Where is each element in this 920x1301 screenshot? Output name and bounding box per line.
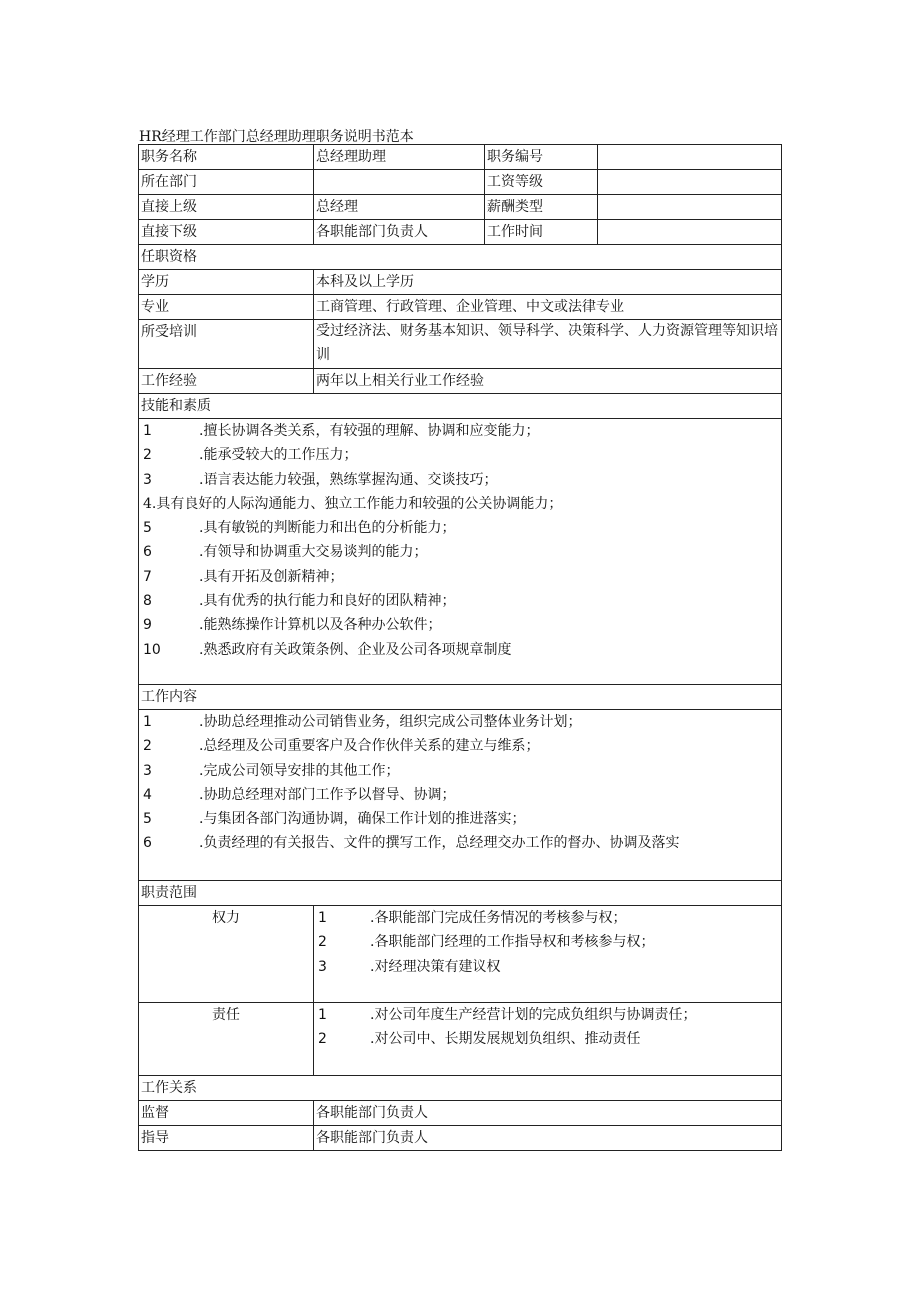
scope-heading: 职责范围 (139, 881, 782, 906)
education-label: 学历 (139, 270, 314, 295)
list-item: 8 .具有优秀的执行能力和良好的团队精神； (143, 593, 456, 610)
row-experience (139, 369, 782, 394)
row-training (139, 320, 782, 369)
document-title: HR经理工作部门总经理助理职务说明书范本 (139, 129, 414, 145)
qualifications-heading: 任职资格 (139, 245, 782, 270)
job-title-value: 总经理助理 (314, 145, 485, 170)
department-label: 所在部门 (139, 170, 314, 195)
list-item: 2 .总经理及公司重要客户及合作伙伴关系的建立与维系； (143, 738, 540, 755)
department-value (314, 170, 485, 195)
pay-type-value (598, 195, 782, 220)
list-item: 6 .有领导和协调重大交易谈判的能力； (143, 544, 428, 561)
education-value: 本科及以上学历 (314, 270, 782, 295)
guide-value: 各职能部门负责人 (314, 1126, 782, 1151)
superior-value: 总经理 (314, 195, 485, 220)
row-major (139, 295, 782, 320)
work-content-list (139, 710, 782, 881)
list-item: 7 .具有开拓及创新精神； (143, 568, 344, 585)
list-item: 5 .具有敏锐的判断能力和出色的分析能力； (143, 520, 456, 537)
list-item: 3 .语言表达能力较强，熟练掌握沟通、交谈技巧； (143, 471, 498, 488)
row-education (139, 270, 782, 295)
work-content-heading: 工作内容 (139, 685, 782, 710)
job-title-label: 职务名称 (139, 145, 314, 170)
job-number-label: 职务编号 (485, 145, 598, 170)
list-item: 5 .与集团各部门沟通协调，确保工作计划的推进落实； (143, 811, 526, 828)
list-item: 1 .对公司年度生产经营计划的完成负组织与协调责任； (318, 1007, 697, 1023)
list-item: 9 .能熟练操作计算机以及各种办公软件； (143, 617, 442, 634)
job-description-table (138, 144, 782, 1151)
row-department (139, 170, 782, 195)
list-item: 4.具有良好的人际沟通能力、独立工作能力和较强的公关协调能力； (143, 495, 563, 512)
list-item: 1 .协助总经理推动公司销售业务，组织完成公司整体业务计划； (143, 714, 582, 730)
experience-value: 两年以上相关行业工作经验 (314, 369, 782, 394)
row-responsibility (139, 1003, 782, 1076)
row-supervise (139, 1101, 782, 1126)
salary-grade-value (598, 170, 782, 195)
row-scope-heading (139, 881, 782, 906)
salary-grade-label: 工资等级 (485, 170, 598, 195)
subordinate-label: 直接下级 (139, 220, 314, 245)
list-item: 1 .各职能部门完成任务情况的考核参与权； (318, 910, 627, 926)
row-relations-heading (139, 1076, 782, 1101)
row-qualifications-heading (139, 245, 782, 270)
row-work-content-list (139, 710, 782, 881)
row-guide (139, 1126, 782, 1151)
subordinate-value: 各职能部门负责人 (314, 220, 485, 245)
relations-heading: 工作关系 (139, 1076, 782, 1101)
power-list (314, 906, 782, 1003)
guide-label: 指导 (139, 1126, 314, 1151)
row-skills-heading (139, 394, 782, 419)
pay-type-label: 薪酬类型 (485, 195, 598, 220)
list-item: 3 .完成公司领导安排的其他工作； (143, 762, 400, 779)
work-hours-label: 工作时间 (485, 220, 598, 245)
job-number-value (598, 145, 782, 170)
list-item: 4 .协助总经理对部门工作予以督导、协调； (143, 786, 456, 803)
list-item: 1 .擅长协调各类关系，有较强的理解、协调和应变能力； (143, 423, 540, 439)
skills-list (139, 419, 782, 685)
list-item: 2 .对公司中、长期发展规划负组织、推动责任 (318, 1031, 641, 1048)
row-skills-list (139, 419, 782, 685)
list-item: 3 .对经理决策有建议权 (318, 958, 501, 975)
power-label: 权力 (139, 906, 314, 1003)
skills-heading: 技能和素质 (139, 394, 782, 419)
supervise-label: 监督 (139, 1101, 314, 1126)
row-subordinate (139, 220, 782, 245)
training-label: 所受培训 (139, 320, 314, 369)
list-item: 2 .能承受较大的工作压力； (143, 447, 358, 464)
responsibility-list (314, 1003, 782, 1076)
superior-label: 直接上级 (139, 195, 314, 220)
experience-label: 工作经验 (139, 369, 314, 394)
major-label: 专业 (139, 295, 314, 320)
row-power (139, 906, 782, 1003)
work-hours-value (598, 220, 782, 245)
list-item: 6 .负责经理的有关报告、文件的撰写工作，总经理交办工作的督办、协调及落实 (143, 835, 680, 852)
row-superior (139, 195, 782, 220)
major-value: 工商管理、行政管理、企业管理、中文或法律专业 (314, 295, 782, 320)
training-value: 受过经济法、财务基本知识、领导科学、决策科学、人力资源管理等知识培训 (314, 320, 782, 369)
list-item: 2 .各职能部门经理的工作指导权和考核参与权； (318, 934, 655, 951)
row-work-content-heading (139, 685, 782, 710)
list-item: 10 .熟悉政府有关政策条例、企业及公司各项规章制度 (143, 641, 512, 658)
responsibility-label: 责任 (139, 1003, 314, 1076)
row-job-title (139, 145, 782, 170)
supervise-value: 各职能部门负责人 (314, 1101, 782, 1126)
